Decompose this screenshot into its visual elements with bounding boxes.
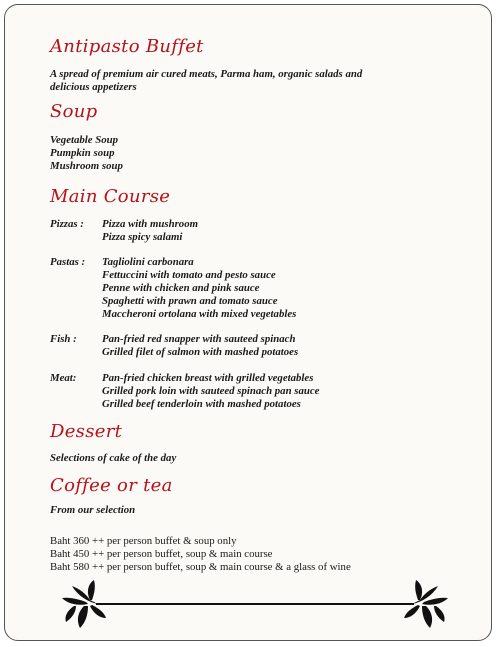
price-list: [50, 535, 351, 575]
soup-list: [50, 134, 123, 173]
category-label: Meat:: [50, 372, 77, 384]
dessert-heading: Dessert: [50, 421, 123, 442]
dish-item: Pan-fried red snapper with sauteed spinach: [102, 333, 296, 345]
dish-item: Spaghetti with prawn and tomato sauce: [102, 294, 278, 307]
antipasto-heading: Antipasto Buffet: [50, 36, 204, 57]
dish-item: Maccheroni ortolana with mixed vegetables: [102, 307, 297, 320]
category-items: [102, 333, 298, 359]
floral-divider-icon: [60, 580, 450, 630]
dessert-description: Selections of cake of the day: [50, 452, 177, 464]
dish-item: Fettuccini with tomato and pesto sauce: [102, 268, 276, 281]
antipasto-description-line1: A spread of premium air cured meats, Parma ham, organic salads and: [50, 68, 363, 80]
main-course-heading: Main Course: [50, 186, 171, 207]
price-item: Baht 450 ++ per person buffet, soup & main course: [50, 548, 273, 561]
soup-item: Mushroom soup: [50, 159, 123, 172]
dish-item: Grilled filet of salmon with mashed potatoes: [102, 345, 299, 358]
dish-item: Pan-fried chicken breast with grilled vegetables: [102, 372, 314, 384]
dish-item: Pizza with mushroom: [102, 218, 199, 230]
category-items: [102, 372, 319, 411]
price-item: Baht 580 ++ per person buffet, soup & main course & a glass of wine: [50, 561, 351, 574]
dish-item: Pizza spicy salami: [102, 230, 183, 243]
dish-item: Grilled pork loin with sauteed spinach pan sauce: [102, 384, 320, 397]
soup-heading: Soup: [50, 101, 98, 122]
category-label: Pastas :: [50, 256, 86, 268]
dish-item: Penne with chicken and pink sauce: [102, 281, 260, 294]
dish-item: Grilled beef tenderloin with mashed potatoes: [102, 397, 301, 410]
category-label: Pizzas :: [50, 218, 84, 230]
category-items: [102, 218, 198, 244]
divider-line: [96, 603, 414, 605]
antipasto-description-line2: delicious appetizers: [50, 81, 137, 93]
coffee-heading: Coffee or tea: [50, 475, 173, 496]
dish-item: Tagliolini carbonara: [102, 256, 194, 268]
soup-item: Pumpkin soup: [50, 146, 115, 159]
category-label: Fish :: [50, 333, 77, 345]
category-items: [102, 256, 296, 320]
soup-item: Vegetable Soup: [50, 134, 119, 146]
coffee-description: From our selection: [50, 504, 136, 516]
price-item: Baht 360 ++ per person buffet & soup only: [50, 535, 237, 547]
